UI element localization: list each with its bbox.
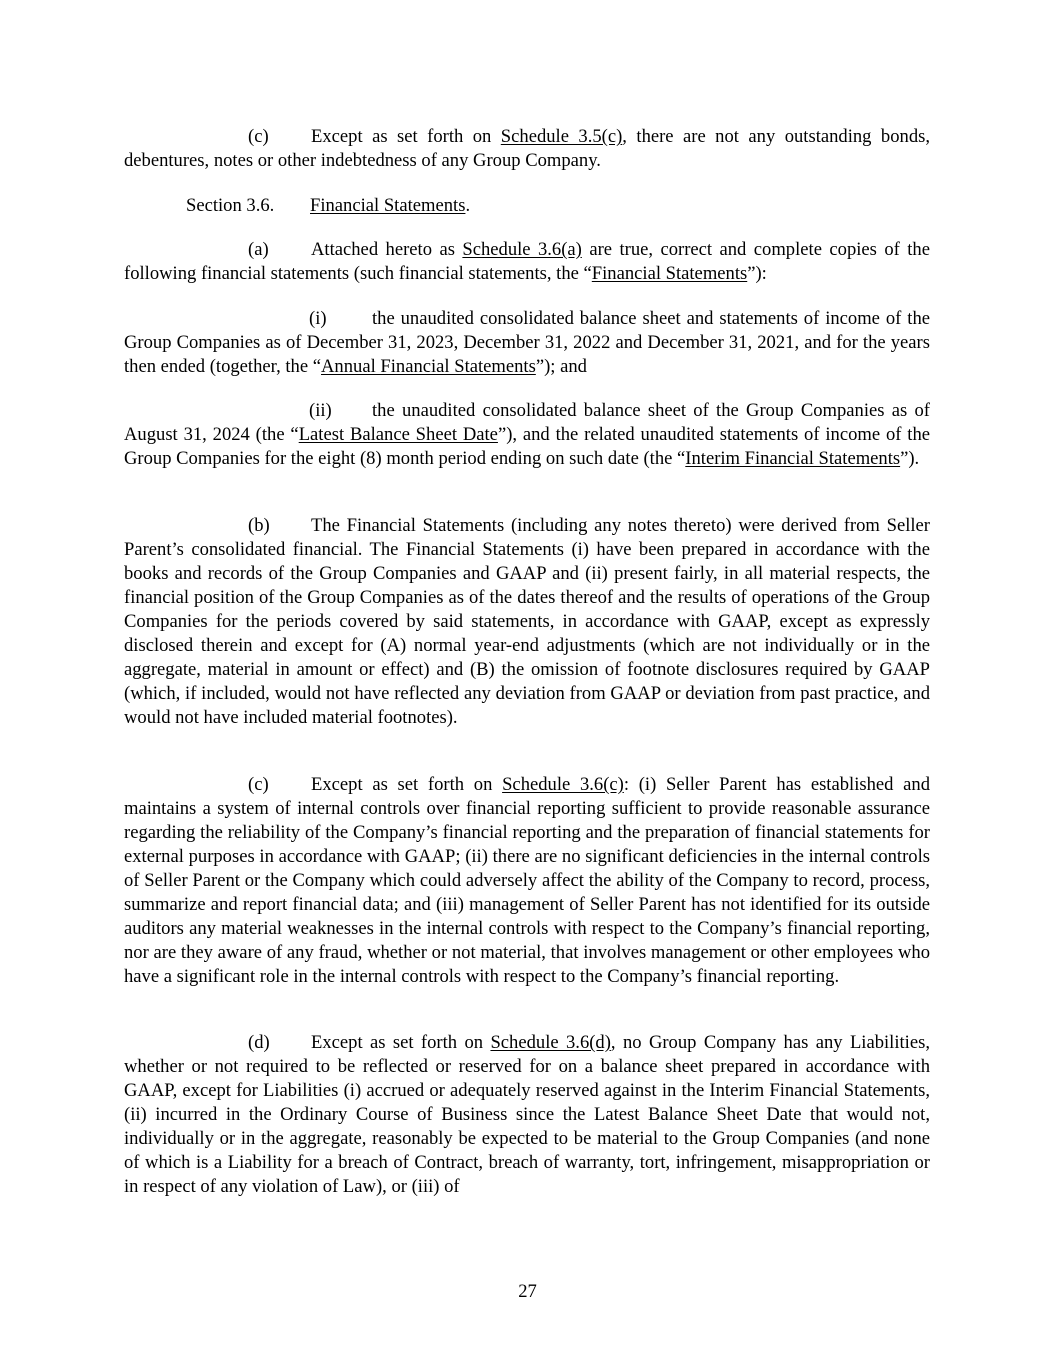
paragraph-label: (d) bbox=[248, 1032, 270, 1053]
schedule-reference: Schedule 3.6(c) bbox=[502, 774, 624, 795]
schedule-reference: Schedule 3.6(d) bbox=[490, 1032, 611, 1053]
section-3-6-heading: Section 3.6. Financial Statements. bbox=[186, 195, 471, 216]
paragraph-label: (a) bbox=[248, 239, 269, 260]
paragraph-3-6-b: (b) The Financial Statements (including any notes thereto) were derived from Seller Parent’s consolidated financial. The Financial Statements (i) have been prepared in accordance with the books and records of the Group Companies and GAAP and (ii) present fairly, in all material respects, the financial position of the Group Companies as of the dates thereof and the results of operations of the Group Companies for the periods covered by said statements, in accordance with GAAP, except as expressly disclosed therein and except for (A) normal year-end adjustments (which are not individually or in the aggregate, material in amount or effect) and (B) the omission of footnote disclosures required by GAAP (which, if included, would not have reflected any deviation from GAAP or deviation from past practice, and would not have included material footnotes). bbox=[124, 515, 930, 728]
paragraph-label: (b) bbox=[248, 515, 270, 536]
defined-term: Financial Statements bbox=[591, 263, 748, 284]
schedule-reference: Schedule 3.6(a) bbox=[462, 239, 582, 260]
defined-term: Interim Financial Statements bbox=[685, 448, 901, 469]
paragraph-label: (i) bbox=[309, 308, 327, 329]
section-number: Section 3.6. bbox=[186, 195, 275, 216]
schedule-reference: Schedule 3.5(c) bbox=[500, 126, 623, 147]
page-number: 27 bbox=[518, 1281, 537, 1302]
paragraph-3-5-c: (c) Except as set forth on Schedule 3.5(c), there are not any outstanding bonds, debentures, notes or other indebtedness of any Group Company. bbox=[124, 126, 930, 171]
paragraph-3-6-d: (d) Except as set forth on Schedule 3.6(d), no Group Company has any Liabilities, whether or not required to be reflected or reserved for on a balance sheet prepared in accordance with GAAP, except for Liabilities (i) accrued or adequately reserved against in the Interim Financial Statements, (ii) incurred in the Ordinary Course of Business since the Latest Balance Sheet Date that would not, individually or in the aggregate, reasonably be expected to be material to the Group Companies (and none of which is a Liability for a breach of Contract, breach of warranty, tort, infringement, misappropriation or in respect of any violation of Law), or (iii) of bbox=[124, 1032, 930, 1197]
paragraph-label: (c) bbox=[248, 126, 269, 147]
defined-term: Annual Financial Statements bbox=[321, 356, 536, 377]
paragraph-3-6-c: (c) Except as set forth on Schedule 3.6(c): (i) Seller Parent has established and maintains a system of internal controls over financial reporting sufficient to provide reasonable assurance regarding the reliability of the Company’s financial reporting and the preparation of financial statements for external purposes in accordance with GAAP; (ii) there are no significant deficiencies in the internal controls of Seller Parent or the Company which could adversely affect the ability of the Company to record, process, summarize and report financial data; and (iii) management of Seller Parent has not identified for its outside auditors any material weaknesses in the internal controls with respect to the Company’s financial reporting, nor are they aware of any fraud, whether or not material, that involves management or other employees who have a significant role in the internal controls with respect to the Company’s financial reporting. bbox=[124, 774, 931, 987]
paragraph-3-6-a-ii: (ii) the unaudited consolidated balance sheet of the Group Companies as of August 31, 2024 (the “Latest Balance Sheet Date”), and the related unaudited statements of income of the Group Companies for the eight (8) month period ending on such date (the “Interim Financial Statements”). bbox=[124, 400, 930, 469]
paragraph-label: (c) bbox=[248, 774, 269, 795]
section-title: Financial Statements bbox=[310, 195, 466, 216]
defined-term: Latest Balance Sheet Date bbox=[298, 424, 498, 445]
paragraph-3-6-a-i: (i) the unaudited consolidated balance sheet and statements of income of the Group Companies as of December 31, 2023, December 31, 2022 and December 31, 2021, and for the years then ended (together, the “Annual Financial Statements”); and bbox=[124, 308, 930, 377]
paragraph-label: (ii) bbox=[309, 400, 332, 421]
paragraph-3-6-a: (a) Attached hereto as Schedule 3.6(a) are true, correct and complete copies of the following financial statements (such financial statements, the “Financial Statements”): bbox=[124, 239, 930, 284]
